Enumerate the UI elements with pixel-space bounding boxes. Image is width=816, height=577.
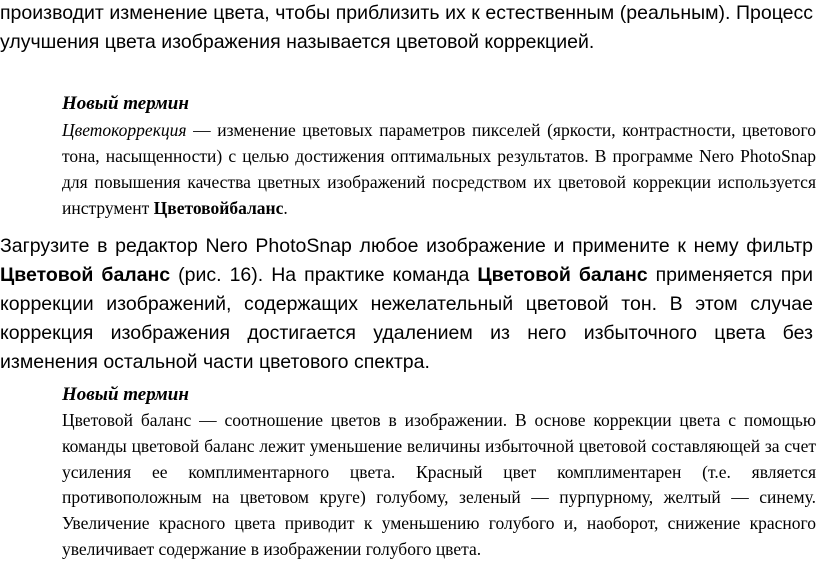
tool-name: Цветовойбаланс xyxy=(153,198,284,218)
term-definition-color-balance: Цветовой баланс — соотношение цветов в изображении. В основе коррекции цвета с помощью команды цветовой баланс лежит уменьшение величины избыточной цветовой составляющей за счет усиления ее комплиментарного цвета. Красный цвет комплиментарен (т.е. является противоположным на цветовом круге) голубому, зеленый — пурпурному, желтый — синему. Увеличение красного цвета приводит к уменьшению голубого и, наоборот, снижение красного увеличивает содержание в изображении голубого цвета. xyxy=(62,410,816,559)
paragraph-text-part: (рис. 16). На практике команда xyxy=(170,264,478,286)
new-term-block-color-balance xyxy=(62,382,816,563)
new-term-heading: Новый термин xyxy=(62,384,189,405)
new-term-heading: Новый термин xyxy=(62,93,189,114)
sentence-end: . xyxy=(283,198,288,218)
new-term-block-color-correction xyxy=(62,91,816,221)
command-name: Цветовой баланс xyxy=(477,264,648,286)
filter-name: Цветовой баланс xyxy=(0,264,171,286)
paragraph-text-part: Загрузите в редактор Nero PhotoSnap любое изображение и примените к нему фильтр xyxy=(0,235,813,257)
paragraph-color-balance-filter xyxy=(0,232,813,377)
paragraph-text-part: применяется при коррекции изображений, содержащих нежелательный цветовой тон. В этом случае коррекция изображения достигается удалением из него избыточного цвета без изменения остальной части цветового спектра. xyxy=(0,264,813,373)
term-name: Цветокоррекция xyxy=(62,120,187,140)
term-definition-color-correction xyxy=(62,117,816,221)
paragraph-color-correction-intro: производит изменение цвета, чтобы приблизить их к естественным (реальным). Процесс улучшения цвета изображения называется цветовой коррекцией. xyxy=(0,2,813,53)
term-definition-text: — изменение цветовых параметров пикселей (яркости, контрастности, цветового тона, насыщенности) с целью достижения оптимальных результатов. В программе Nero PhotoSnap для повышения качества цветных изображений посредством их цветовой коррекции используется инструмент xyxy=(62,120,816,218)
